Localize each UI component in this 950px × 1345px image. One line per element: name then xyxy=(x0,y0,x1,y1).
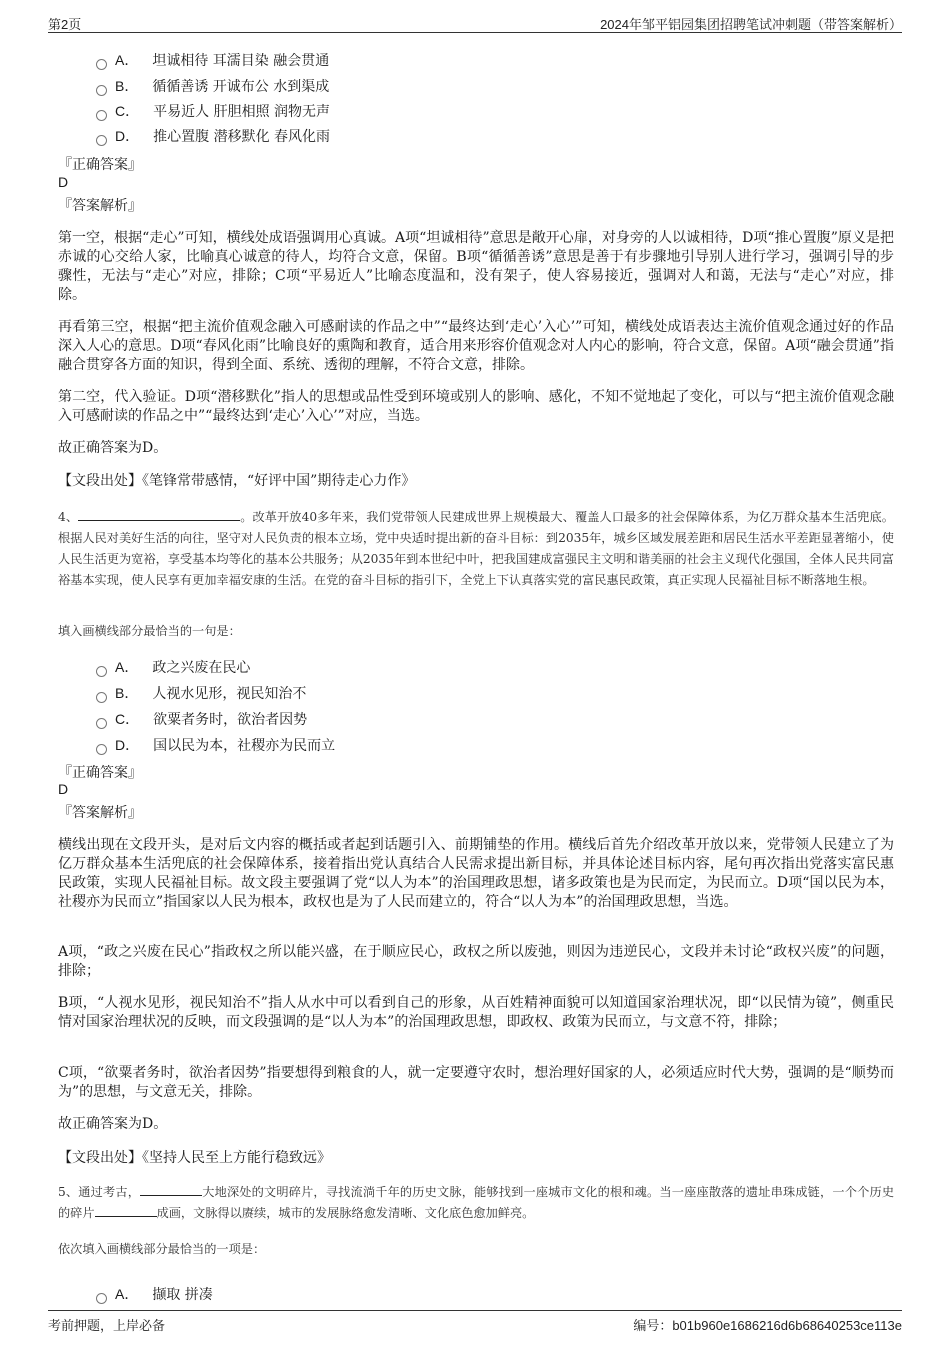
option-b[interactable]: B． 循循善诱 开诚布公 水到渠成 xyxy=(96,76,329,96)
option-a[interactable]: A． 坦诚相待 耳濡目染 融会贯通 xyxy=(96,50,329,70)
analysis-paragraph: A项，“政之兴废在民心”指政权之所以能兴盛，在于顺应民心，政权之所以废弛，则因为违逆民心，文段并未讨论“政权兴废”的问题，排除； xyxy=(58,944,894,979)
answer-blank xyxy=(78,508,240,521)
option-a[interactable]: A． 撷取 拼凑 xyxy=(96,1284,213,1304)
radio-icon[interactable] xyxy=(96,692,107,703)
source-citation: 【文段出处】《笔锋常带感情，“好评中国”期待走心力作》 xyxy=(58,473,416,489)
question-prompt: 依次填入画横线部分最恰当的一项是： xyxy=(58,1242,266,1256)
option-c[interactable]: C． 平易近人 肝胆相照 润物无声 xyxy=(96,101,330,121)
answer-blank xyxy=(140,1183,202,1196)
analysis-paragraph: 再看第三空，根据“把主流价值观念融入可感耐读的作品之中”“最终达到‘走心’入心’”可知，横线处成语表达主流价值观念通过好的作品深入人心的意思。D项“春风化雨”比喻良好的熏陶和教育，适合用来形容价值观念对人内心的影响，符合文意，保留。A项“融会贯通”指融合贯穿各方面的知识，得到全面、系统、透彻的理解，不符合文意，排除。 xyxy=(58,319,894,373)
radio-icon[interactable] xyxy=(96,744,107,755)
answer-label: 『正确答案』 xyxy=(58,765,142,781)
radio-icon[interactable] xyxy=(96,59,107,70)
question-number: 4、 xyxy=(58,510,79,524)
question-number: 5、 xyxy=(58,1185,79,1199)
analysis-conclusion: 故正确答案为D。 xyxy=(58,1116,168,1132)
page-footer xyxy=(48,1310,902,1333)
radio-icon[interactable] xyxy=(96,718,107,729)
question-stem: 5、通过考古， 大地深处的文明碎片，寻找流淌千年的历史文脉，能够找到一座城市文化的根和魂。当一座座散落的遗址串珠成链，一个个历史的碎片 成画，文脉得以赓续，城市的发展脉络愈发清晰、文化底色愈加鲜亮。 xyxy=(58,1185,895,1220)
question-prompt: 填入画横线部分最恰当的一句是： xyxy=(58,624,241,638)
footer-slogan: 考前押题，上岸必备 xyxy=(48,1319,166,1334)
document-code: 编号：b01b960e1686216d6b68640253ce113e xyxy=(633,1318,902,1333)
option-a[interactable]: A． 政之兴废在民心 xyxy=(96,657,250,677)
answer-value: D xyxy=(58,174,69,190)
answer-blank xyxy=(95,1204,157,1217)
analysis-paragraph: C项，“欲粟者务时，欲治者因势”指要想得到粮食的人，就一定要遵守农时，想治理好国家的人，必须适应时代大势，强调的是“顺势而为”的思想，与文意无关，排除。 xyxy=(58,1065,894,1100)
radio-icon[interactable] xyxy=(96,1293,107,1304)
answer-value: D xyxy=(58,781,69,797)
analysis-label: 『答案解析』 xyxy=(58,198,142,214)
source-citation: 【文段出处】《坚持人民至上方能行稳致远》 xyxy=(58,1150,331,1166)
radio-icon[interactable] xyxy=(96,85,107,96)
page-header xyxy=(48,12,902,33)
document-title: 2024年邹平铝园集团招聘笔试冲刺题（带答案解析） xyxy=(600,17,902,32)
question-stem: 4、 。改革开放40多年来，我们党带领人民建成世界上规模最大、覆盖人口最多的社会保障体系，为亿万群众基本生活兜底。根据人民对美好生活的向往，坚守对人民负责的根本立场，党中央适时提出新的奋斗目标：到2035年，城乡区域发展差距和居民生活水平差距显著缩小，使人民生活更为宽裕，享受基本均等化的基本公共服务；从2035年到本世纪中叶，把我国建成富强民主文明和谐美丽的社会主义现代化强国，全体人民共同富裕基本实现，使人民享有更加幸福安康的生活。在党的奋斗目标的指引下，全党上下认真落实党的富民惠民政策，真正实现人民福祉目标不断落地生根。 xyxy=(58,510,894,587)
analysis-paragraph: 横线出现在文段开头，是对后文内容的概括或者起到话题引入、前期铺垫的作用。横线后首先介绍改革开放以来，党带领人民建立了为亿万群众基本生活兜底的社会保障体系，接着指出党认真结合人民需求提出新目标，并具体论述目标内容，尾句再次指出党落实富民惠民政策，实现人民福祉目标。故文段主要强调了党“以人为本”的治国理政思想，诸多政策也是为民而定，为民而立。D项“国以民为本，社稷亦为民而立”指国家以人民为根本，政权也是为了人民而建立的，符合“以人为本”的治国理政思想，当选。 xyxy=(58,837,894,910)
radio-icon[interactable] xyxy=(96,110,107,121)
answer-label: 『正确答案』 xyxy=(58,157,142,173)
analysis-paragraph: B项，“人视水见形，视民知治不”指人从水中可以看到自己的形象，从百姓精神面貌可以知道国家治理状况，即“以民情为镜”，侧重民情对国家治理状况的反映，而文段强调的是“以人为本”的治国理政思想，即政权、政策为民而立，与文意不符，排除； xyxy=(58,995,894,1030)
option-c[interactable]: C． 欲粟者务时，欲治者因势 xyxy=(96,709,307,729)
radio-icon[interactable] xyxy=(96,135,107,146)
analysis-conclusion: 故正确答案为D。 xyxy=(58,440,168,456)
option-b[interactable]: B． 人视水见形，视民知治不 xyxy=(96,683,306,703)
analysis-label: 『答案解析』 xyxy=(58,805,142,821)
page-number: 第2页 xyxy=(48,17,82,32)
radio-icon[interactable] xyxy=(96,666,107,677)
analysis-paragraph: 第一空，根据“走心”可知，横线处成语强调用心真诚。A项“坦诚相待”意思是敞开心扉，对身旁的人以诚相待，D项“推心置腹”原义是把赤诚的心交给人家，比喻真心诚意的待人，均符合文意，保留。B项“循循善诱”意思是善于有步骤地引导别人进行学习，强调引导的步骤性，无法与“走心”对应，排除；C项“平易近人”比喻态度温和，没有架子，使人容易接近，强调对人和蔼，无法与“走心”对应，排除。 xyxy=(58,230,894,303)
option-d[interactable]: D． 推心置腹 潜移默化 春风化雨 xyxy=(96,126,330,146)
analysis-paragraph: 第二空，代入验证。D项“潜移默化”指人的思想或品性受到环境或别人的影响、感化，不知不觉地起了变化，可以与“把主流价值观念融入可感耐读的作品之中”“最终达到‘走心’入心’”对应，当选。 xyxy=(58,389,894,424)
option-d[interactable]: D． 国以民为本，社稷亦为民而立 xyxy=(96,735,335,755)
